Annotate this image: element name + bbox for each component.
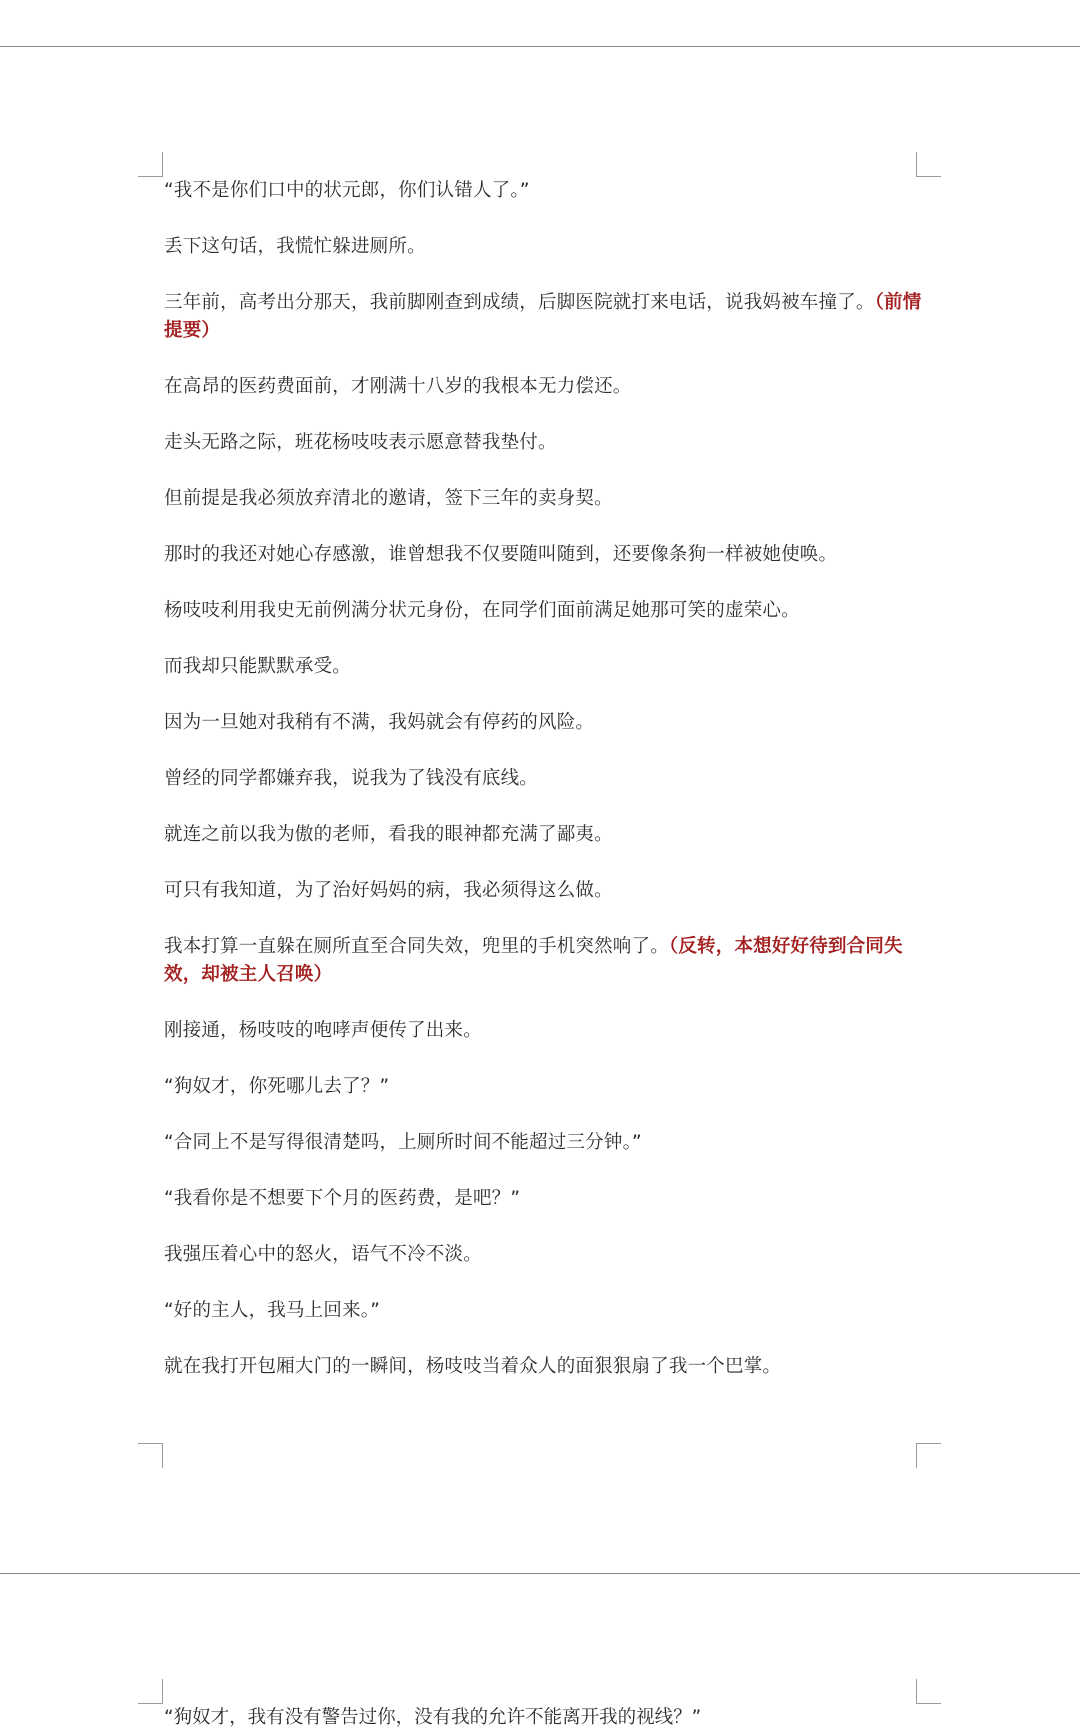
- paragraph: 因为一旦她对我稍有不满，我妈就会有停药的风险。: [164, 712, 595, 733]
- paragraph: 曾经的同学都嫌弃我，说我为了钱没有底线。: [164, 768, 539, 789]
- paragraph: 刚接通，杨吱吱的咆哮声便传了出来。: [164, 1020, 482, 1041]
- page-bottom-edge: [0, 1573, 1080, 1574]
- margin-corner-top-left: [138, 152, 163, 177]
- paragraph: 丢下这句话，我慌忙躲进厕所。: [164, 236, 426, 257]
- paragraph: “合同上不是写得很清楚吗，上厕所时间不能超过三分钟。”: [164, 1132, 642, 1153]
- page-1-body: [164, 177, 922, 1409]
- paragraph: 杨吱吱利用我史无前例满分状元身份，在同学们面前满足她那可笑的虚荣心。: [164, 600, 800, 621]
- margin-corner-top-left: [138, 1679, 163, 1704]
- page-top-edge: [0, 46, 1080, 47]
- page-2-first-paragraph: “狗奴才，我有没有警告过你，没有我的允许不能离开我的视线？”: [164, 1707, 702, 1728]
- paragraph: “狗奴才，你死哪儿去了？”: [164, 1076, 390, 1097]
- paragraph: 但前提是我必须放弃清北的邀请，签下三年的卖身契。: [164, 488, 613, 509]
- paragraph: 三年前，高考出分那天，我前脚刚查到成绩，后脚医院就打来电话，说我妈被车撞了。（前情提要）: [164, 292, 922, 341]
- margin-corner-top-right: [916, 1679, 941, 1704]
- editor-note: （前情提要）: [164, 292, 922, 341]
- paragraph: “好的主人，我马上回来。”: [164, 1300, 381, 1321]
- paragraph: 在高昂的医药费面前，才刚满十八岁的我根本无力偿还。: [164, 376, 632, 397]
- paragraph: 可只有我知道，为了治好妈妈的病，我必须得这么做。: [164, 880, 613, 901]
- paragraph: 就连之前以我为傲的老师，看我的眼神都充满了鄙夷。: [164, 824, 613, 845]
- margin-corner-top-right: [916, 152, 941, 177]
- margin-corner-bottom-right: [916, 1443, 941, 1468]
- editor-note: （反转，本想好好待到合同失效，却被主人召唤）: [164, 936, 903, 985]
- paragraph: 而我却只能默默承受。: [164, 656, 352, 677]
- paragraph: 走头无路之际，班花杨吱吱表示愿意替我垫付。: [164, 432, 557, 453]
- margin-corner-bottom-left: [138, 1443, 163, 1468]
- paragraph: 那时的我还对她心存感激，谁曾想我不仅要随叫随到，还要像条狗一样被她使唤。: [164, 544, 838, 565]
- paragraph: “我看你是不想要下个月的医药费，是吧？”: [164, 1188, 521, 1209]
- paragraph: 就在我打开包厢大门的一瞬间，杨吱吱当着众人的面狠狠扇了我一个巴掌。: [164, 1356, 782, 1377]
- paragraph: 我本打算一直躲在厕所直至合同失效，兜里的手机突然响了。（反转，本想好好待到合同失效，却被主人召唤）: [164, 936, 903, 985]
- paragraph: “我不是你们口中的状元郎，你们认错人了。”: [164, 180, 530, 201]
- paragraph: 我强压着心中的怒火，语气不冷不淡。: [164, 1244, 482, 1265]
